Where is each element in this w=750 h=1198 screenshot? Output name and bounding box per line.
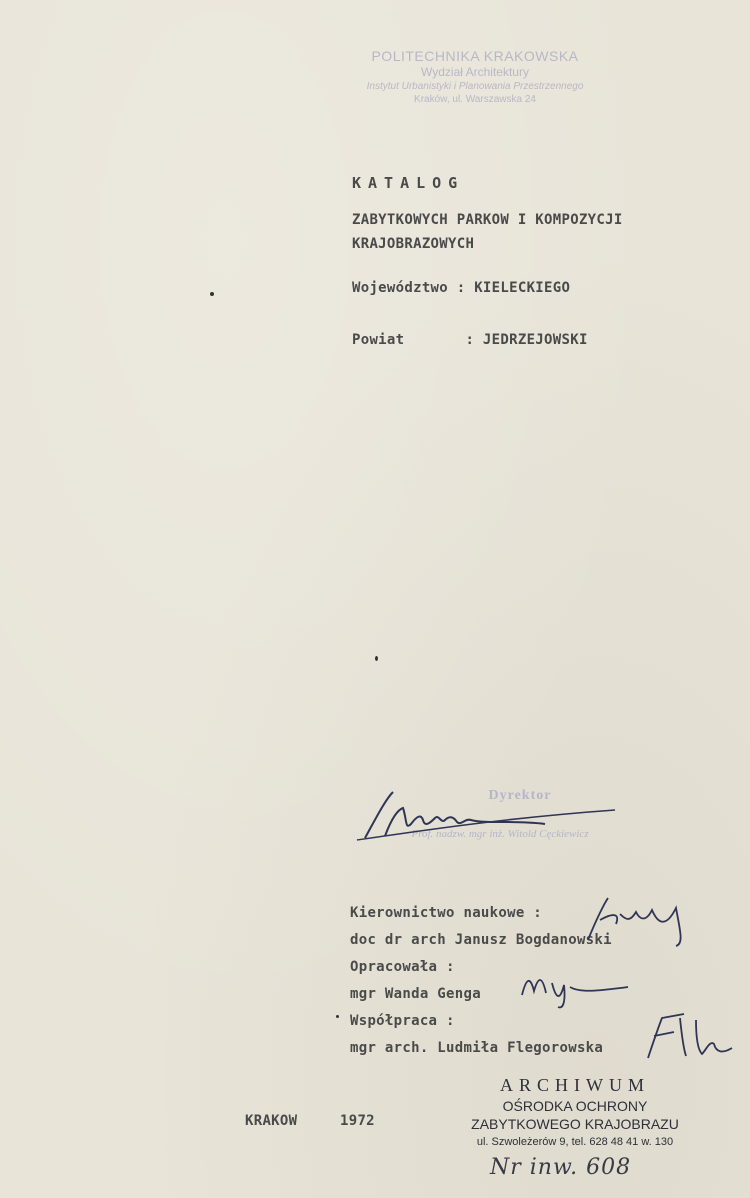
- lead-signature: [580, 890, 710, 950]
- collaborator-signature: [640, 1010, 740, 1065]
- stamp-line-1: POLITECHNIKA KRAKOWSKA: [371, 48, 579, 64]
- director-stamp-title: Dyrektor: [488, 788, 552, 803]
- paper-speck: [336, 1015, 339, 1018]
- archive-stamp-title: ARCHIWUM: [500, 1075, 650, 1095]
- document-subtitle-line-1: ZABYTKOWYCH PARKOW I KOMPOZYCJI: [352, 212, 623, 228]
- director-signature: [345, 780, 625, 850]
- document-title: KATALOG: [352, 174, 465, 192]
- archive-stamp-line-3: ZABYTKOWEGO KRAJOBRAZU: [471, 1116, 679, 1132]
- archive-stamp-address: ul. Szwoleżerów 9, tel. 628 48 41 w. 130: [476, 1136, 674, 1148]
- year-of-publication: 1972: [340, 1113, 375, 1129]
- credits-scientific-lead-label: Kierownictwo naukowe :: [350, 905, 543, 921]
- stamp-line-4: Kraków, ul. Warszawska 24: [414, 94, 536, 105]
- institution-stamp: [330, 48, 620, 105]
- inventory-number-handwritten: Nr inw. 608: [490, 1155, 632, 1180]
- document-subtitle-line-2: KRAJOBRAZOWYCH: [352, 236, 475, 252]
- voivodeship-line: Województwo : KIELECKIEGO: [352, 280, 571, 296]
- director-stamp-name: Prof. nadzw. mgr inż. Witold Cęckiewicz: [411, 828, 589, 840]
- credits-prepared-by-label: Opracowała :: [350, 959, 455, 975]
- place-of-publication: KRAKOW: [245, 1113, 298, 1129]
- credits-scientific-lead-name: doc dr arch Janusz Bogdanowski: [350, 932, 612, 948]
- author-signature: [518, 965, 638, 1010]
- archive-stamp: [450, 1075, 700, 1148]
- paper-speck: [210, 292, 214, 296]
- credits-collaboration-name: mgr arch. Ludmiła Flegorowska: [350, 1040, 604, 1056]
- credits-collaboration-label: Współpraca :: [350, 1013, 455, 1029]
- archive-stamp-line-2: OŚRODKA OCHRONY: [502, 1098, 648, 1114]
- paper-speck: [375, 656, 378, 661]
- county-line: Powiat : JEDRZEJOWSKI: [352, 332, 588, 348]
- stamp-line-3: Instytut Urbanistyki i Planowania Przestrzennego: [366, 81, 584, 92]
- credits-prepared-by-name: mgr Wanda Genga: [350, 986, 481, 1002]
- stamp-line-2: Wydział Architektury: [421, 65, 529, 79]
